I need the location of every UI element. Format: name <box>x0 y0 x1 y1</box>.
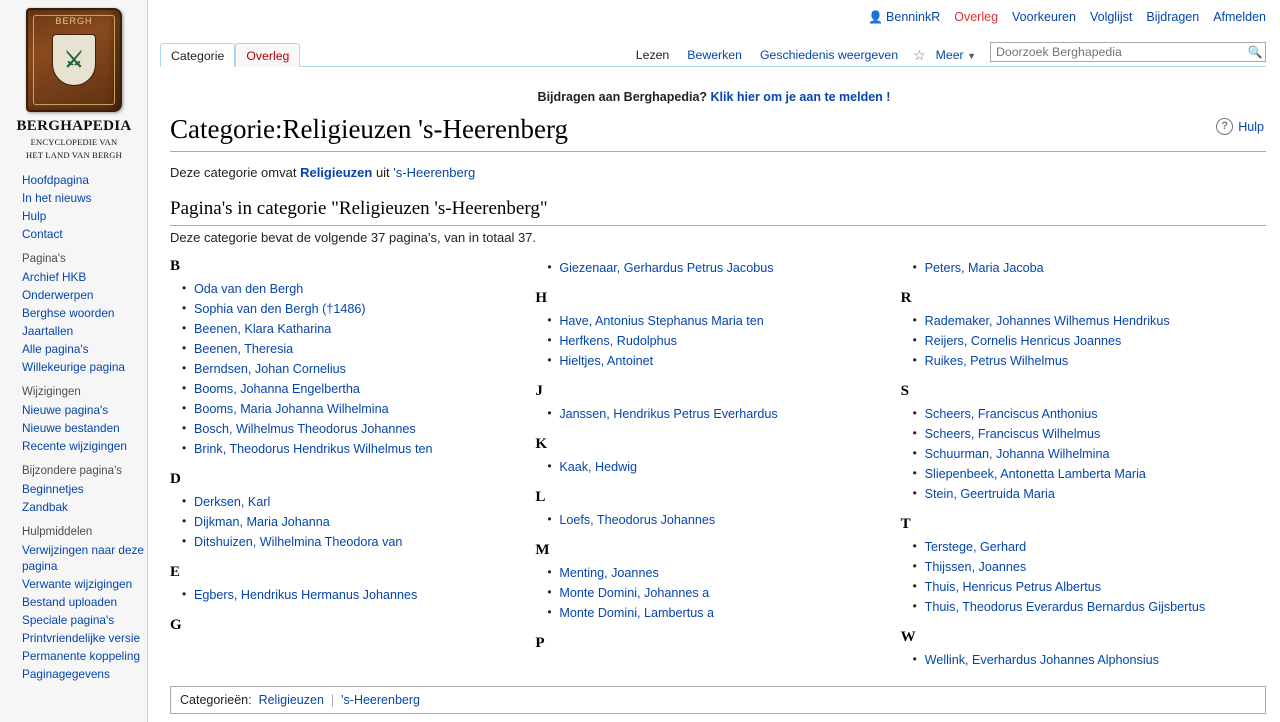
sidebar-group-tools <box>10 541 147 683</box>
list-item[interactable] <box>911 577 1266 597</box>
sidebar-item[interactable] <box>22 401 147 419</box>
group-letter: S <box>900 383 909 399</box>
list-item[interactable] <box>180 585 535 605</box>
category-link[interactable]: Janssen, Hendrikus Petrus Everhardus <box>559 407 778 421</box>
category-link[interactable]: Ruikes, Petrus Wilhelmus <box>924 354 1069 368</box>
sidebar-group-navigation <box>10 171 147 243</box>
category-list <box>911 404 1266 504</box>
sidebar-item[interactable] <box>22 171 147 189</box>
category-link[interactable]: Egbers, Hendrikus Hermanus Johannes <box>194 588 418 602</box>
category-link[interactable]: Wellink, Everhardus Johannes Alphonsius <box>924 653 1159 667</box>
group-letter: M <box>535 542 550 558</box>
group-letter: P <box>535 635 545 651</box>
sidebar-link[interactable]: Hulp <box>22 209 47 223</box>
list-item[interactable] <box>180 419 535 439</box>
category-count: Deze categorie bevat de volgende 37 pagina's, van in totaal 37. <box>170 230 537 245</box>
list-item[interactable] <box>911 351 1266 371</box>
category-link[interactable]: Thuis, Theodorus Everardus Bernardus Gijsbertus <box>924 600 1206 614</box>
list-item[interactable] <box>911 597 1266 617</box>
category-link[interactable]: Dijkman, Maria Johanna <box>194 515 330 529</box>
category-link[interactable]: Beenen, Theresia <box>194 342 294 356</box>
sidebar-item[interactable] <box>22 575 147 593</box>
list-item[interactable] <box>911 258 1266 278</box>
site-notice-text: Bijdragen aan Berghapedia? <box>537 90 708 104</box>
sidebar-link[interactable]: Onderwerpen <box>22 288 94 302</box>
list-item[interactable] <box>911 484 1266 504</box>
list-item[interactable] <box>545 583 900 603</box>
sidebar-link[interactable]: In het nieuws <box>22 191 92 205</box>
logo-subtitle-1: ENCYCLOPEDIE VAN <box>30 137 118 147</box>
category-columns <box>170 258 1266 670</box>
help-link[interactable] <box>1216 118 1264 135</box>
help-label[interactable]: Hulp <box>1238 119 1264 134</box>
list-item[interactable] <box>911 537 1266 557</box>
list-item[interactable] <box>180 492 535 512</box>
catlink-religieuzen[interactable]: Religieuzen <box>258 693 324 707</box>
list-item[interactable] <box>911 424 1266 444</box>
sidebar-item[interactable] <box>22 611 147 629</box>
list-item[interactable] <box>180 359 535 379</box>
sidebar-link[interactable]: Printvriendelijke versie <box>22 631 141 645</box>
category-list <box>180 585 535 605</box>
sidebar-navigation <box>0 171 147 683</box>
sidebar-item[interactable] <box>22 629 147 647</box>
sidebar-item[interactable] <box>22 419 147 437</box>
sidebar-group-special <box>10 480 147 516</box>
sidebar-link[interactable]: Paginagegevens <box>22 667 110 681</box>
sidebar-item[interactable] <box>22 322 147 340</box>
category-link[interactable]: Stein, Geertruida Maria <box>924 487 1055 501</box>
group-letter: T <box>900 516 911 532</box>
sidebar-item[interactable] <box>22 593 147 611</box>
list-item[interactable] <box>545 311 900 331</box>
category-link[interactable]: Monte Domini, Johannes a <box>559 586 710 600</box>
tab-bewerken[interactable]: Bewerken <box>687 48 742 62</box>
sidebar-heading-special: Bijzondere pagina's <box>22 465 123 477</box>
username-link[interactable]: BenninkR <box>886 10 941 24</box>
tab-overleg[interactable]: Overleg <box>235 43 300 67</box>
personal-link-voorkeuren[interactable]: Voorkeuren <box>1012 10 1076 24</box>
page-header <box>170 114 1266 152</box>
category-link[interactable]: Schuurman, Johanna Wilhelmina <box>924 447 1110 461</box>
sidebar <box>0 0 148 722</box>
list-item[interactable] <box>180 319 535 339</box>
book-spine-label: BERGH <box>55 16 93 26</box>
intro-mid: uit <box>372 165 394 180</box>
sidebar-link[interactable]: Contact <box>22 227 63 241</box>
list-item[interactable] <box>180 439 535 459</box>
sidebar-link[interactable]: Permanente koppeling <box>22 649 141 663</box>
namespace-tabs <box>160 42 300 67</box>
search-box[interactable] <box>990 42 1266 62</box>
tab-lezen[interactable]: Lezen <box>635 48 670 62</box>
category-link[interactable]: Booms, Johanna Engelbertha <box>194 382 360 396</box>
category-list <box>545 510 900 530</box>
sidebar-link[interactable]: Verwante wijzigingen <box>22 577 133 591</box>
category-link[interactable]: Reijers, Cornelis Henricus Joannes <box>924 334 1122 348</box>
group-letter: B <box>170 258 181 274</box>
star-icon[interactable]: ☆ <box>913 46 926 63</box>
category-link[interactable]: Menting, Joannes <box>559 566 659 580</box>
sidebar-item[interactable] <box>22 437 147 455</box>
group-letter: L <box>535 489 546 505</box>
category-link[interactable]: Scheers, Franciscus Anthonius <box>924 407 1098 421</box>
group-letter: R <box>900 290 912 306</box>
sidebar-item[interactable] <box>22 665 147 683</box>
user-link[interactable] <box>868 10 940 24</box>
sidebar-link[interactable]: Jaartallen <box>22 324 74 338</box>
sidebar-link[interactable]: Beginnetjes <box>22 482 84 496</box>
category-link[interactable]: Thijssen, Joannes <box>924 560 1027 574</box>
search-icon[interactable]: 🔍 <box>1247 45 1263 59</box>
group-letter: J <box>535 383 543 399</box>
question-mark-icon: ? <box>1216 118 1233 135</box>
sidebar-item[interactable] <box>22 340 147 358</box>
catlink-heerenberg[interactable]: 's-Heerenberg <box>341 693 420 707</box>
tab-categorie[interactable]: Categorie <box>160 43 235 67</box>
category-link[interactable]: Have, Antonius Stephanus Maria ten <box>559 314 764 328</box>
sidebar-link[interactable]: Zandbak <box>22 500 68 514</box>
sidebar-item[interactable] <box>22 189 147 207</box>
sidebar-group-pages <box>10 268 147 376</box>
category-list <box>911 311 1266 371</box>
category-list <box>545 258 900 278</box>
sidebar-link[interactable]: Recente wijzigingen <box>22 439 127 453</box>
sidebar-link[interactable]: Archief HKB <box>22 270 87 284</box>
list-item[interactable] <box>180 339 535 359</box>
list-item[interactable] <box>180 379 535 399</box>
group-letter: K <box>535 436 547 452</box>
category-link[interactable]: Rademaker, Johannes Wilhemus Hendrikus <box>924 314 1170 328</box>
more-menu-label: Meer <box>935 48 964 62</box>
category-link[interactable]: Derksen, Karl <box>194 495 271 509</box>
sidebar-item[interactable] <box>22 268 147 286</box>
list-item[interactable] <box>545 510 900 530</box>
sidebar-link[interactable]: Nieuwe bestanden <box>22 421 120 435</box>
sidebar-heading-tools: Hulpmiddelen <box>22 526 93 538</box>
sidebar-link[interactable]: Verwijzingen naar deze pagina <box>22 543 144 573</box>
list-item[interactable] <box>545 258 900 278</box>
book-logo-icon <box>26 8 122 112</box>
section-heading: Pagina's in categorie "Religieuzen 's-Heerenberg" <box>170 198 1266 226</box>
list-item[interactable] <box>545 404 900 424</box>
page-title: Categorie:Religieuzen 's-Heerenberg <box>170 114 1266 152</box>
category-link[interactable]: Herfkens, Rudolphus <box>559 334 677 348</box>
group-letter: H <box>535 290 547 306</box>
sidebar-item[interactable] <box>22 498 147 516</box>
category-link[interactable]: Monte Domini, Lambertus a <box>559 606 715 620</box>
site-notice-link[interactable]: Klik hier om je aan te melden ! <box>710 90 891 104</box>
sidebar-heading-changes: Wijzigingen <box>22 386 81 398</box>
category-list <box>545 563 900 623</box>
list-item[interactable] <box>911 331 1266 351</box>
list-item[interactable] <box>180 512 535 532</box>
personal-link-volglijst[interactable]: Volglijst <box>1089 10 1133 24</box>
category-list <box>545 457 900 477</box>
catlinks-label: Categorieën: <box>180 693 252 707</box>
list-item[interactable] <box>911 404 1266 424</box>
category-list <box>545 404 900 424</box>
sidebar-item[interactable] <box>22 647 147 665</box>
category-link[interactable]: Kaak, Hedwig <box>559 460 638 474</box>
category-link[interactable]: Oda van den Bergh <box>194 282 304 296</box>
category-list <box>911 258 1266 278</box>
sidebar-link[interactable]: Speciale pagina's <box>22 613 115 627</box>
group-letter: G <box>170 617 182 633</box>
sidebar-item[interactable] <box>22 480 147 498</box>
list-item[interactable] <box>180 299 535 319</box>
sidebar-heading-pages: Pagina's <box>22 253 66 265</box>
category-column <box>535 258 900 670</box>
logo-title: BERGHAPEDIA <box>16 118 132 134</box>
category-link[interactable]: Terstege, Gerhard <box>924 540 1027 554</box>
category-link[interactable]: Ditshuizen, Wilhelmina Theodora van <box>194 535 403 549</box>
personal-link-bijdragen[interactable]: Bijdragen <box>1146 10 1200 24</box>
user-icon: 👤 <box>868 10 884 24</box>
category-link[interactable]: Beenen, Klara Katharina <box>194 322 332 336</box>
sidebar-item[interactable] <box>22 541 147 575</box>
category-column <box>170 258 535 670</box>
sidebar-group-changes <box>10 401 147 455</box>
catlinks-box <box>170 686 1266 714</box>
category-link[interactable]: Hieltjes, Antoinet <box>559 354 654 368</box>
sidebar-link[interactable]: Nieuwe pagina's <box>22 403 109 417</box>
sidebar-item[interactable] <box>22 304 147 322</box>
sidebar-item[interactable] <box>22 207 147 225</box>
catlinks-separator: | <box>330 693 335 707</box>
category-list <box>911 650 1266 670</box>
sidebar-link[interactable]: Bestand uploaden <box>22 595 118 609</box>
category-link[interactable]: Sliepenbeek, Antonetta Lamberta Maria <box>924 467 1146 481</box>
intro-link-religieuzen[interactable]: Religieuzen <box>300 165 373 180</box>
personal-link-overleg[interactable]: Overleg <box>954 10 999 24</box>
group-letter: E <box>170 564 181 580</box>
list-item[interactable] <box>545 351 900 371</box>
list-item[interactable] <box>545 457 900 477</box>
personal-link-afmelden[interactable]: Afmelden <box>1213 10 1266 24</box>
category-link[interactable]: Peters, Maria Jacoba <box>924 261 1044 275</box>
list-item[interactable] <box>180 532 535 552</box>
intro-link-heerenberg[interactable]: 's-Heerenberg <box>393 165 476 180</box>
category-list <box>180 492 535 552</box>
sidebar-item[interactable] <box>22 286 147 304</box>
list-item[interactable] <box>911 444 1266 464</box>
category-intro <box>170 165 475 180</box>
category-link[interactable]: Loefs, Theodorus Johannes <box>559 513 716 527</box>
sidebar-link[interactable]: Alle pagina's <box>22 342 89 356</box>
list-item[interactable] <box>545 603 900 623</box>
more-menu[interactable] <box>932 44 980 66</box>
category-link[interactable]: Bosch, Wilhelmus Theodorus Johannes <box>194 422 416 436</box>
group-letter: W <box>900 629 916 645</box>
tab-underline <box>160 66 1266 67</box>
category-link[interactable]: Scheers, Franciscus Wilhelmus <box>924 427 1101 441</box>
list-item[interactable] <box>545 331 900 351</box>
sidebar-link[interactable]: Hoofdpagina <box>22 173 89 187</box>
content-area <box>148 0 1280 722</box>
chevron-down-icon: ▼ <box>967 51 976 61</box>
search-input[interactable] <box>991 45 1245 59</box>
category-link[interactable]: Booms, Maria Johanna Wilhelmina <box>194 402 389 416</box>
category-list <box>545 311 900 371</box>
logo-text <box>0 118 148 161</box>
crest-icon: ⚔ <box>52 34 96 86</box>
category-link[interactable]: Giezenaar, Gerhardus Petrus Jacobus <box>559 261 774 275</box>
category-column <box>901 258 1266 670</box>
sidebar-link[interactable]: Willekeurige pagina <box>22 360 125 374</box>
category-link[interactable]: Berndsen, Johan Cornelius <box>194 362 346 376</box>
site-notice <box>148 90 1280 104</box>
list-item[interactable] <box>545 563 900 583</box>
category-list <box>180 279 535 459</box>
intro-prefix: Deze categorie omvat <box>170 165 301 180</box>
category-link[interactable]: Sophia van den Bergh (†1486) <box>194 302 366 316</box>
sidebar-link[interactable]: Berghse woorden <box>22 306 115 320</box>
list-item[interactable] <box>180 279 535 299</box>
tab-geschiedenis[interactable]: Geschiedenis weergeven <box>759 48 899 62</box>
sidebar-item[interactable] <box>22 358 147 376</box>
site-logo[interactable] <box>0 0 148 161</box>
personal-tools-bar <box>868 0 1280 28</box>
list-item[interactable] <box>911 311 1266 331</box>
category-link[interactable]: Thuis, Henricus Petrus Albertus <box>924 580 1102 594</box>
list-item[interactable] <box>180 399 535 419</box>
category-link[interactable]: Brink, Theodorus Hendrikus Wilhelmus ten <box>194 442 433 456</box>
list-item[interactable] <box>911 464 1266 484</box>
list-item[interactable] <box>911 650 1266 670</box>
sidebar-item[interactable] <box>22 225 147 243</box>
list-item[interactable] <box>911 557 1266 577</box>
view-tabs <box>627 44 980 66</box>
category-list <box>911 537 1266 617</box>
logo-subtitle-2: HET LAND VAN BERGH <box>26 150 122 160</box>
group-letter: D <box>170 471 181 487</box>
